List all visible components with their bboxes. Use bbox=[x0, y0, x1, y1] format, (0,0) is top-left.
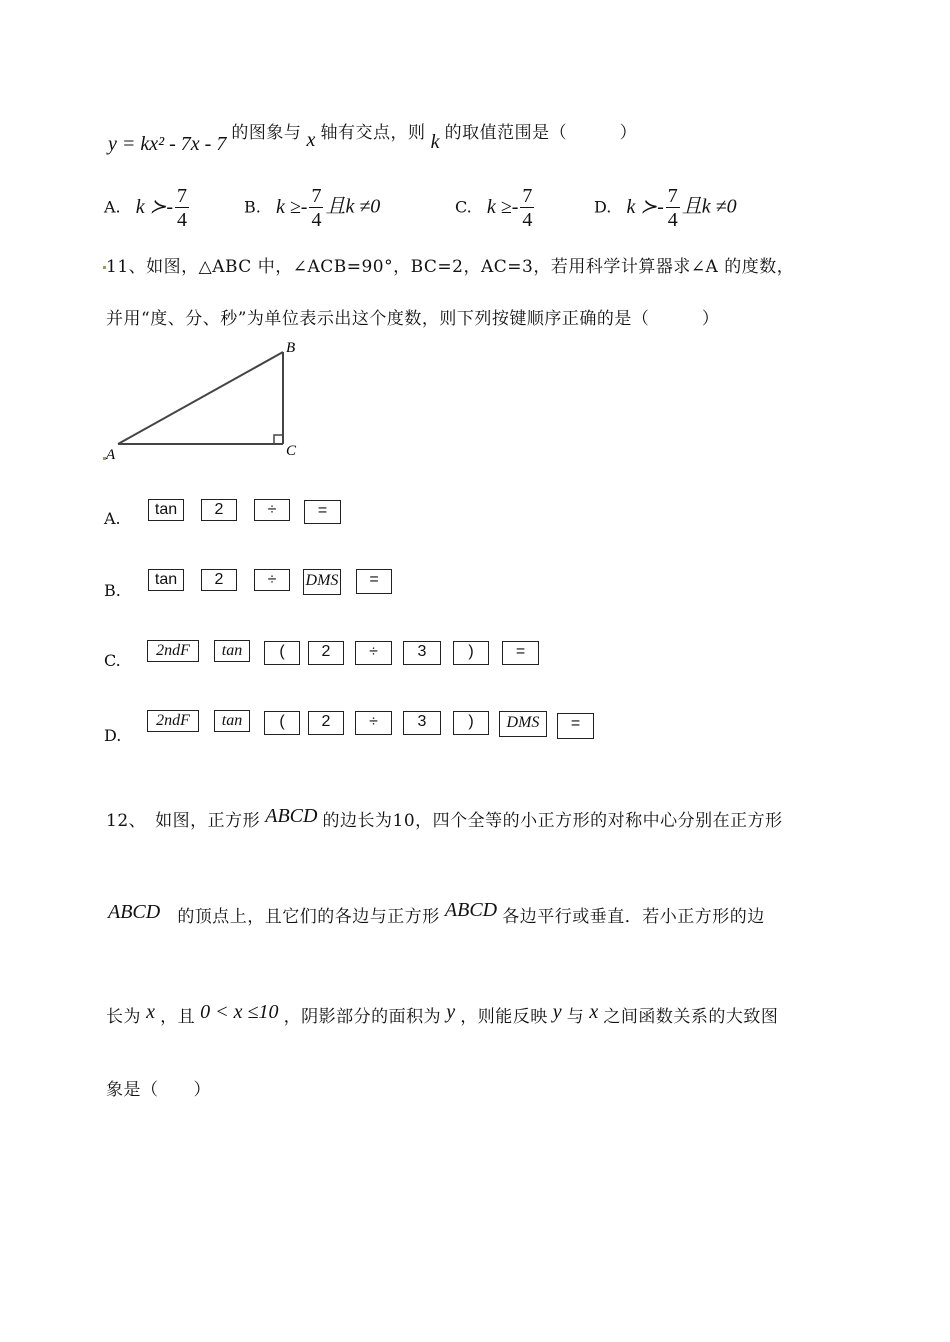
margin-mark bbox=[103, 457, 106, 460]
key-divide: ÷ bbox=[254, 569, 290, 591]
key-tan: tan bbox=[148, 499, 184, 521]
q12-abcd: ABCD bbox=[265, 805, 318, 827]
numerator: 7 bbox=[667, 185, 678, 207]
q12-text: 与 bbox=[566, 1007, 585, 1027]
key-2: 2 bbox=[308, 641, 344, 665]
q11-option-b-label: B. bbox=[104, 581, 121, 600]
q12-text: ，阴影部分的面积为 bbox=[283, 1007, 442, 1027]
key-equals: = bbox=[502, 641, 539, 665]
q11-option-c-label: C. bbox=[104, 651, 121, 670]
key-2ndf: 2ndF bbox=[147, 640, 199, 662]
option-expr: k ≥- bbox=[275, 195, 308, 218]
key-equals: = bbox=[557, 713, 594, 739]
option-label: C. bbox=[455, 197, 472, 217]
fraction bbox=[175, 186, 189, 230]
key-2: 2 bbox=[308, 711, 344, 735]
denominator: 4 bbox=[311, 209, 322, 231]
q10-var-x: x bbox=[306, 129, 316, 151]
key-2: 2 bbox=[201, 569, 237, 591]
vertex-label-b: B bbox=[286, 340, 296, 356]
key-divide: ÷ bbox=[355, 711, 392, 735]
q12-line-1 bbox=[106, 806, 783, 832]
key-close-paren: ) bbox=[453, 641, 489, 665]
denominator: 4 bbox=[667, 209, 678, 231]
denominator: 4 bbox=[522, 209, 533, 231]
key-tan: tan bbox=[214, 640, 250, 662]
key-tan: tan bbox=[148, 569, 184, 591]
q10-text-2: 轴有交点，则 bbox=[320, 123, 426, 143]
key-2: 2 bbox=[201, 499, 237, 521]
q11-line-1: 11、如图，△ABC 中，∠ACB=90°，BC=2，AC=3，若用科学计算器求∠A 的度数， bbox=[106, 257, 795, 277]
q12-text: 长为 bbox=[106, 1007, 141, 1027]
q11-option-d-label: D. bbox=[104, 726, 122, 745]
key-divide: ÷ bbox=[355, 641, 392, 665]
q12-text: 的顶点上，且它们的各边与正方形 bbox=[177, 907, 440, 927]
option-label: B. bbox=[244, 197, 261, 217]
numerator: 7 bbox=[522, 185, 533, 207]
key-3: 3 bbox=[403, 711, 441, 735]
q11-line-2: 并用“度、分、秒”为单位表示出这个度数，则下列按键顺序正确的是（ ） bbox=[106, 309, 720, 329]
fraction bbox=[520, 186, 534, 230]
q10-text-1: 的图象与 bbox=[231, 123, 302, 143]
option-expr-tail: 且k ≠0 bbox=[325, 195, 381, 218]
key-tan: tan bbox=[214, 710, 250, 732]
q10-var-k: k bbox=[430, 131, 440, 153]
fraction bbox=[666, 186, 680, 230]
q12-var-y: y bbox=[552, 1001, 562, 1023]
option-expr-tail: 且k ≠0 bbox=[681, 195, 737, 218]
vertex-label-a: A bbox=[106, 447, 116, 463]
q12-line-3 bbox=[106, 1002, 778, 1028]
key-close-paren: ) bbox=[453, 711, 489, 735]
q10-option-c bbox=[455, 186, 536, 230]
option-label: A. bbox=[104, 197, 121, 217]
q10-option-a bbox=[104, 186, 191, 230]
numerator: 7 bbox=[311, 185, 322, 207]
q12-text: 各边平行或垂直．若小正方形的边 bbox=[502, 907, 765, 927]
q12-var-y: y bbox=[446, 1001, 456, 1023]
q10-function: y = kx² - 7x - 7 bbox=[108, 133, 227, 155]
q12-range: 0 < x ≤10 bbox=[200, 1001, 279, 1023]
q12-abcd: ABCD bbox=[108, 901, 161, 923]
q10-option-d bbox=[594, 186, 737, 230]
q12-text: ，则能反映 bbox=[460, 1007, 548, 1027]
q12-var-x: x bbox=[146, 1001, 155, 1023]
option-expr: k ≻- bbox=[135, 195, 174, 218]
q12-text: 12、 如图，正方形 bbox=[106, 811, 261, 831]
q12-abcd: ABCD bbox=[444, 899, 498, 921]
key-equals: = bbox=[356, 569, 392, 594]
q10-stem bbox=[108, 118, 638, 155]
triangle-figure bbox=[100, 336, 320, 466]
key-3: 3 bbox=[403, 641, 441, 665]
q11-option-a-label: A. bbox=[104, 509, 121, 528]
q12-text: 的边长为10，四个全等的小正方形的对称中心分别在正方形 bbox=[322, 811, 783, 831]
vertex-label-c: C bbox=[286, 443, 297, 459]
option-expr: k ≥- bbox=[486, 195, 519, 218]
q10-option-b bbox=[244, 186, 380, 230]
key-dms: DMS bbox=[303, 569, 341, 595]
denominator: 4 bbox=[177, 209, 188, 231]
option-expr: k ≻- bbox=[626, 195, 664, 218]
fraction bbox=[309, 186, 323, 230]
numerator: 7 bbox=[177, 185, 188, 207]
key-open-paren: ( bbox=[264, 711, 300, 735]
q12-line-4: 象是（ ） bbox=[106, 1080, 211, 1100]
q12-var-x: x bbox=[589, 1001, 599, 1023]
q12-line-2 bbox=[108, 899, 765, 928]
q12-text: 之间函数关系的大致图 bbox=[603, 1007, 779, 1027]
key-equals: = bbox=[304, 500, 341, 524]
key-2ndf: 2ndF bbox=[147, 710, 199, 732]
q10-text-3: 的取值范围是（ ） bbox=[444, 123, 638, 143]
q12-text: ，且 bbox=[160, 1007, 196, 1027]
key-divide: ÷ bbox=[254, 499, 290, 521]
option-label: D. bbox=[594, 197, 612, 217]
key-dms: DMS bbox=[499, 711, 547, 737]
right-angle-mark bbox=[274, 435, 283, 444]
key-open-paren: ( bbox=[264, 641, 300, 665]
